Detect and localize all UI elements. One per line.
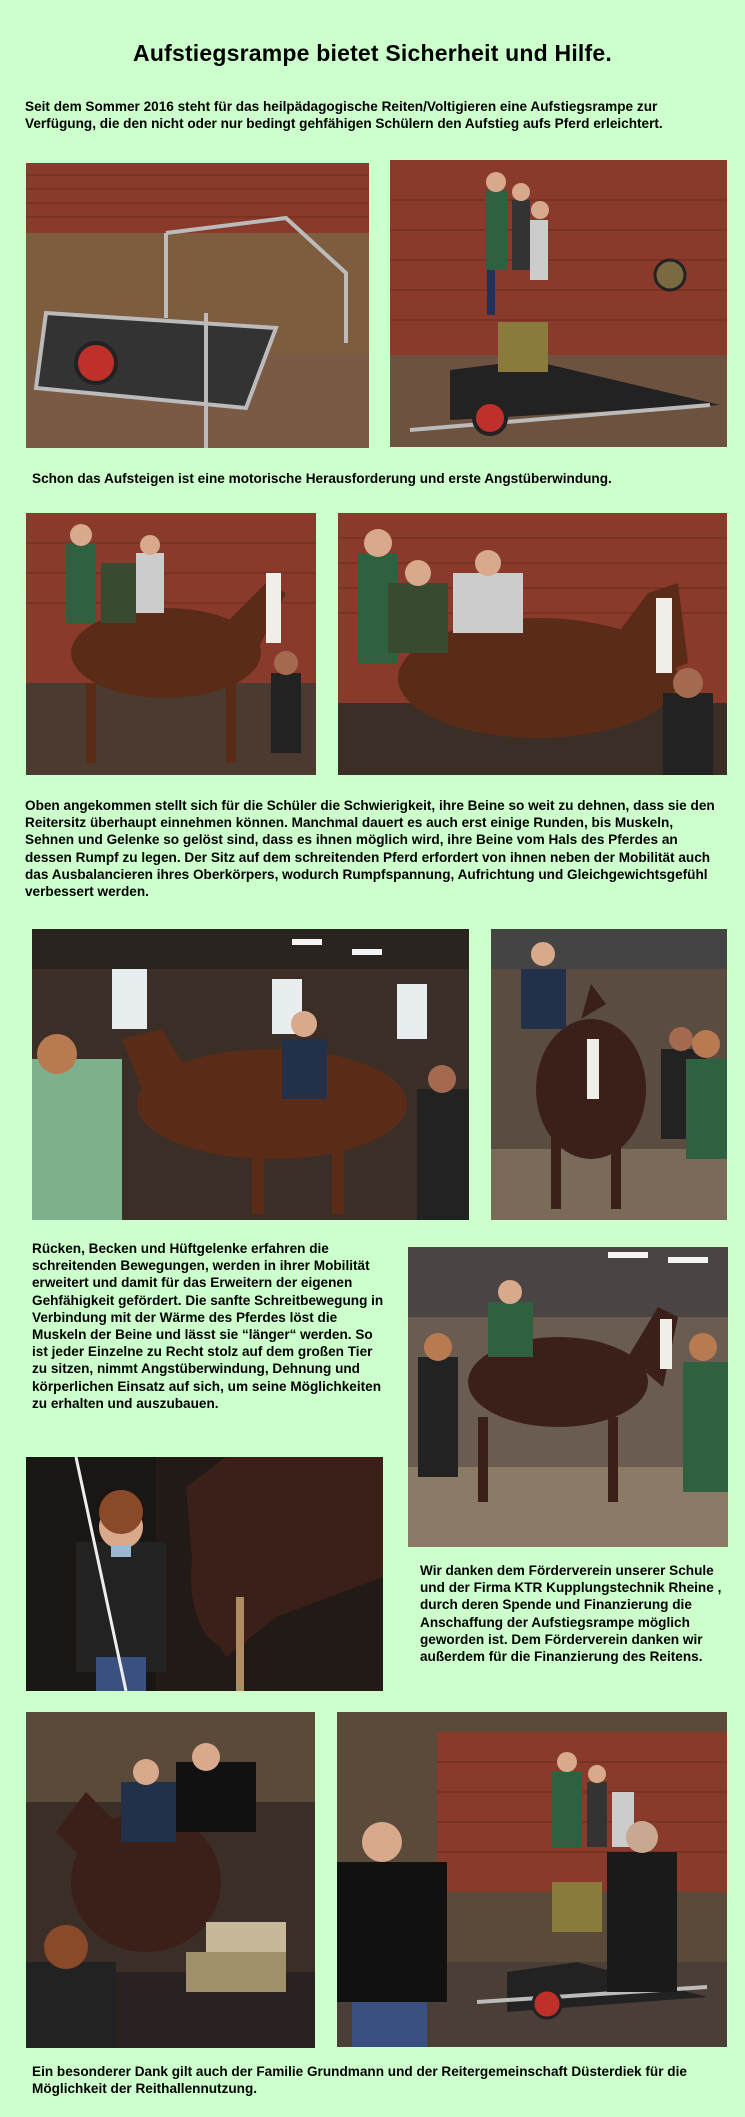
caption-mounting: Schon das Aufsteigen ist eine motorische Herausforderung und erste Angstüberwindung. — [32, 471, 612, 486]
paragraph-sitting: Oben angekommen stellt sich für die Schüler die Schwierigkeit, ihre Beine so weit zu dehnen, dass sie den Reitersitz überhaupt einnehmen können. Manchmal dauert es auch erst einige Runden, bis Muskeln, Sehnen und Gelenke so gelöst sind, dass es ihnen möglich wird, ihre Beine vom Hals des Pferdes an dessen Rumpf zu legen. Der Sitz auf dem schreitenden Pferd erfordert von ihnen neben der Mobilität auch das Ausbalancieren ihres Oberkörpers, wodurch Rumpfspannung, Aufrichtung und Gleichgewichtsgefühl verbessert werden. — [25, 798, 715, 900]
photo-people-on-ramp — [390, 160, 727, 447]
photo-mounting-horse-2 — [338, 513, 727, 775]
photo-helping-child-mount — [26, 1712, 315, 2048]
photo-boy-on-horse-front — [491, 929, 727, 1220]
photo-woman-with-horse — [26, 1457, 383, 1691]
page-title: Aufstiegsrampe bietet Sicherheit und Hilfe. — [133, 40, 612, 66]
intro-paragraph: Seit dem Sommer 2016 steht für das heilpädagogische Reiten/Voltigieren eine Aufstiegsrampe zur Verfügung, die den nicht oder nur bedingt gehfähigen Schülern den Aufstieg aufs Pferd erleichtert. — [25, 99, 663, 132]
photo-empty-ramp — [26, 163, 369, 448]
photo-child-riding-arena — [408, 1247, 728, 1547]
photo-group-with-ramp — [337, 1712, 727, 2047]
closing-paragraph: Ein besonderer Dank gilt auch der Familie Grundmann und der Reitergemeinschaft Düsterdiek für die Möglichkeit der Reithallennutzung. — [32, 2064, 687, 2097]
paragraph-movement: Rücken, Becken und Hüftgelenke erfahren die schreitenden Bewegungen, werden in ihrer Mobilität erweitert und damit für das Erweitern der eigenen Gehfähigkeit gefördert. Die sanfte Schreitbewegung in Verbindung mit der Wärme des Pferdes löst die Muskeln der Beine und lässt sie “länger“ werden. So ist jeder Einzelne zu Recht stolz auf dem großen Tier zu sitzen, nimmt Angstüberwindung, Dehnung und körperlichen Einsatz auf sich, um seine Möglichkeiten zu erhalten und auszubauen. — [32, 1241, 384, 1411]
paragraph-thanks: Wir danken dem Förderverein unserer Schule und der Firma KTR Kupplungstechnik Rheine , durch deren Spende und Finanzierung die Anschaffung der Aufstiegsrampe möglich geworden ist. Dem Förderverein danken wir außerdem für die Finanzierung des Reitens. — [420, 1563, 722, 1665]
photo-boy-riding-hall — [32, 929, 469, 1220]
photo-mounting-horse-1 — [26, 513, 316, 775]
